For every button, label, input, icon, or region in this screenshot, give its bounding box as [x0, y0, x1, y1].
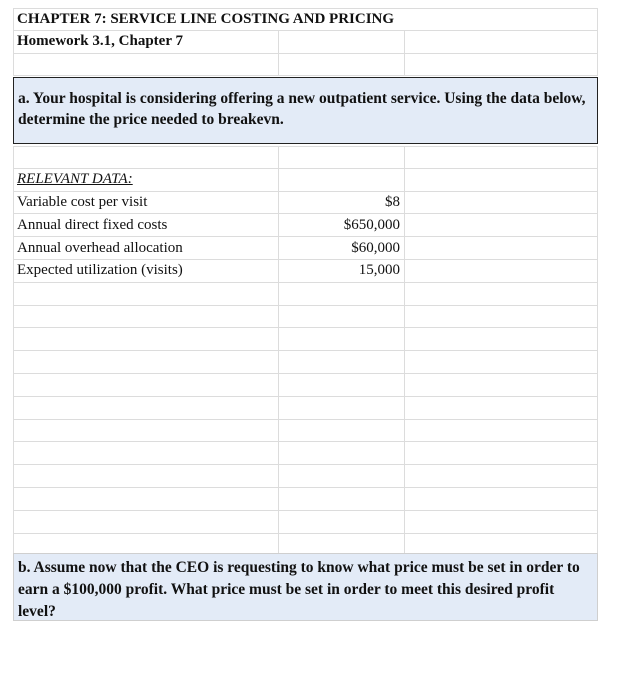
empty-cell[interactable]: [279, 283, 405, 305]
empty-cell[interactable]: [405, 54, 598, 76]
data-value[interactable]: $8: [279, 192, 405, 214]
empty-cell[interactable]: [405, 397, 598, 419]
empty-cell[interactable]: [279, 511, 405, 533]
empty-cell[interactable]: [279, 54, 405, 76]
data-label: Annual direct fixed costs: [13, 214, 279, 236]
spreadsheet-data: [13, 146, 598, 602]
blank-row[interactable]: [13, 374, 598, 397]
data-row[interactable]: [13, 260, 598, 283]
blank-row[interactable]: [13, 442, 598, 465]
empty-cell[interactable]: [405, 283, 598, 305]
empty-cell[interactable]: [405, 9, 598, 30]
empty-cell[interactable]: [405, 214, 598, 236]
question-b-box[interactable]: [13, 553, 598, 621]
empty-cell[interactable]: [13, 328, 279, 350]
blank-row[interactable]: [13, 397, 598, 420]
blank-row[interactable]: [13, 283, 598, 306]
empty-cell[interactable]: [13, 488, 279, 510]
blank-row[interactable]: [13, 306, 598, 329]
empty-cell[interactable]: [13, 442, 279, 464]
data-label: Annual overhead allocation: [13, 237, 279, 259]
data-label: Variable cost per visit: [13, 192, 279, 214]
empty-cell[interactable]: [405, 169, 598, 191]
data-row[interactable]: [13, 192, 598, 215]
empty-cell[interactable]: [279, 351, 405, 373]
empty-cell[interactable]: [405, 328, 598, 350]
empty-cell[interactable]: [279, 442, 405, 464]
blank-row[interactable]: [13, 465, 598, 488]
empty-cell[interactable]: [279, 147, 405, 168]
empty-cell[interactable]: [279, 420, 405, 442]
empty-cell[interactable]: [405, 192, 598, 214]
empty-cell[interactable]: [405, 374, 598, 396]
empty-cell[interactable]: [279, 169, 405, 191]
relevant-data-heading-row[interactable]: [13, 169, 598, 192]
empty-cell[interactable]: [13, 147, 279, 168]
empty-cell[interactable]: [279, 488, 405, 510]
empty-cell[interactable]: [13, 465, 279, 487]
blank-row[interactable]: [13, 488, 598, 511]
empty-cell[interactable]: [405, 351, 598, 373]
empty-cell[interactable]: [279, 374, 405, 396]
data-value[interactable]: 15,000: [279, 260, 405, 282]
blank-row[interactable]: [13, 146, 598, 169]
empty-cell[interactable]: [405, 488, 598, 510]
question-b-text: b. Assume now that the CEO is requesting to know what price must be set in order to earn a $100,000 profit. What price must be set in order to meet this desired profit level?: [18, 559, 580, 620]
empty-cell[interactable]: [13, 420, 279, 442]
blank-row[interactable]: [13, 420, 598, 443]
empty-cell[interactable]: [405, 420, 598, 442]
empty-cell[interactable]: [405, 260, 598, 282]
empty-cell[interactable]: [405, 465, 598, 487]
empty-cell[interactable]: [13, 374, 279, 396]
empty-cell[interactable]: [13, 306, 279, 328]
relevant-data-heading: [13, 169, 279, 191]
empty-cell[interactable]: [279, 465, 405, 487]
spreadsheet-top: [13, 8, 598, 76]
question-a-box[interactable]: [13, 77, 598, 144]
data-value[interactable]: $60,000: [279, 237, 405, 259]
data-row[interactable]: [13, 214, 598, 237]
empty-cell[interactable]: [279, 328, 405, 350]
empty-cell[interactable]: [279, 31, 405, 53]
empty-cell[interactable]: [13, 397, 279, 419]
empty-cell[interactable]: [13, 351, 279, 373]
empty-cell[interactable]: [405, 442, 598, 464]
empty-cell[interactable]: [405, 237, 598, 259]
blank-row[interactable]: [13, 54, 598, 77]
homework-subtitle: Homework 3.1, Chapter 7: [13, 31, 279, 53]
data-value[interactable]: $650,000: [279, 214, 405, 236]
blank-row[interactable]: [13, 351, 598, 374]
empty-cell[interactable]: [405, 306, 598, 328]
empty-cell[interactable]: [279, 397, 405, 419]
title-row[interactable]: [13, 8, 598, 31]
relevant-data-heading-text: RELEVANT DATA:: [17, 171, 133, 188]
empty-cell[interactable]: [13, 283, 279, 305]
empty-cell[interactable]: [13, 511, 279, 533]
empty-cell[interactable]: [405, 511, 598, 533]
empty-cell[interactable]: [405, 147, 598, 168]
subtitle-row[interactable]: [13, 31, 598, 54]
data-label: Expected utilization (visits): [13, 260, 279, 282]
blank-row[interactable]: [13, 328, 598, 351]
chapter-title: CHAPTER 7: SERVICE LINE COSTING AND PRICING: [13, 9, 405, 30]
data-row[interactable]: [13, 237, 598, 260]
question-a-text: a. Your hospital is considering offering a new outpatient service. Using the data below, determine the price needed to breakevn.: [18, 90, 586, 128]
empty-cell[interactable]: [13, 54, 279, 76]
empty-cell[interactable]: [405, 31, 598, 53]
blank-row[interactable]: [13, 511, 598, 534]
empty-cell[interactable]: [279, 306, 405, 328]
